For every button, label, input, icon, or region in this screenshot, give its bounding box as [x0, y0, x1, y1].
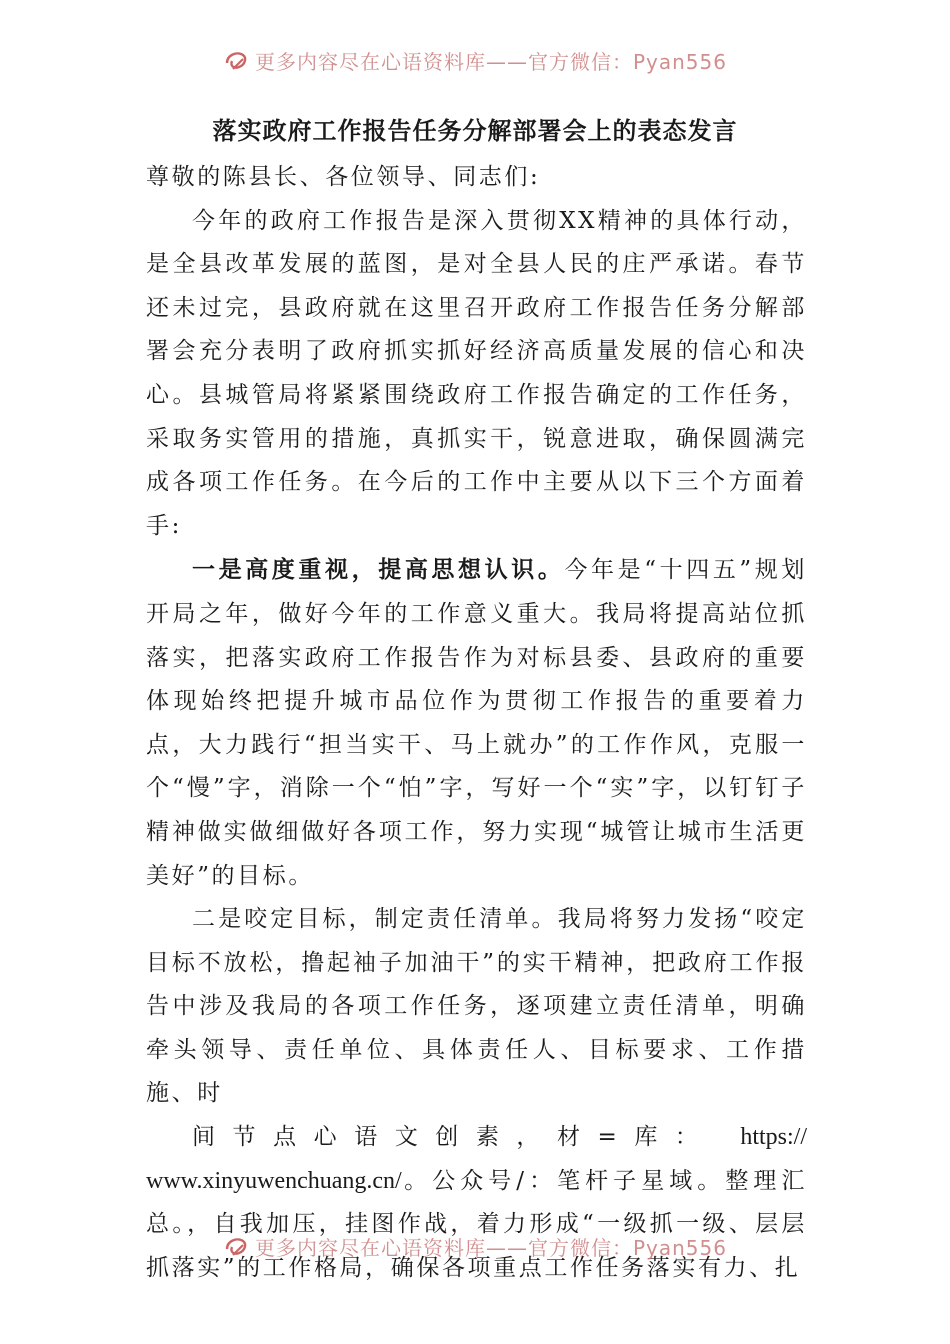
watermark-text: 更多内容尽在心语资料库——官方微信：Pyan556 [254, 1235, 727, 1260]
watermark-text: 更多内容尽在心语资料库——官方微信：Pyan556 [254, 49, 727, 74]
paragraph-3-part-b: 间节点心语文创素，材=库： [192, 1124, 716, 1151]
header-watermark [0, 40, 950, 80]
paragraph-3-part-a: 二是咬定目标，制定责任清单。我局将努力发扬“咬定目标不放松，撸起袖子加油干”的实干精神，把政府工作报告中涉及我局的各项工作任务，逐项建立责任清单，明确牵头领导、责任单位、具体责任人、目标要求、工作措施、时 [146, 906, 807, 1107]
paragraph-2 [146, 548, 807, 898]
paragraph-2-lead: 一是高度重视，提高思想认识。 [192, 556, 565, 584]
logo-icon [223, 1233, 249, 1259]
logo-icon [223, 47, 249, 73]
url-part-1: https:// [740, 1124, 807, 1151]
paragraph-3-part-c: 。公众号/：笔杆子星域。整理汇总。，自我加压，挂图作战，着力形成“一级抓一级、层层抓落实”的工作格局，确保各项重点工作任务落实有力、扎 [146, 1167, 807, 1281]
salutation: 尊敬的陈县长、各位领导、同志们: [146, 164, 541, 190]
paragraph-1: 今年的政府工作报告是深入贯彻XX精神的具体行动，是全县改革发展的蓝图，是对全县人民的庄严承诺。春节还未过完，县政府就在这里召开政府工作报告任务分解部署会充分表明了政府抓实抓好经济高质量发展的信心和决心。县城管局将紧紧围绕政府工作报告确定的工作任务，采取务实管用的措施，真抓实干，锐意进取，确保圆满完成各项工作任务。在今后的工作中主要从以下三个方面着手: [146, 207, 807, 539]
document-title: 落实政府工作报告任务分解部署会上的表态发言 [212, 116, 738, 145]
document-body [146, 156, 807, 1290]
paragraph-2-body: 今年是“十四五”规划开局之年，做好今年的工作意义重大。我局将提高站位抓落实，把落实政府工作报告作为对标县委、县政府的重要体现始终把提升城市品位作为贯彻工作报告的重要着力点，大力践行“担当实干、马上就办”的工作作风，克服一个“慢”字，消除一个“怕”字，写好一个“实”字，以钉钉子精神做实做细做好各项工作，努力实现“城管让城市生活更美好”的目标。 [146, 557, 807, 889]
url-part-2: www.xinyuwenchuang.cn/ [146, 1167, 402, 1194]
paragraph-3-spread-line [146, 1116, 807, 1160]
footer-watermark [0, 1226, 950, 1266]
